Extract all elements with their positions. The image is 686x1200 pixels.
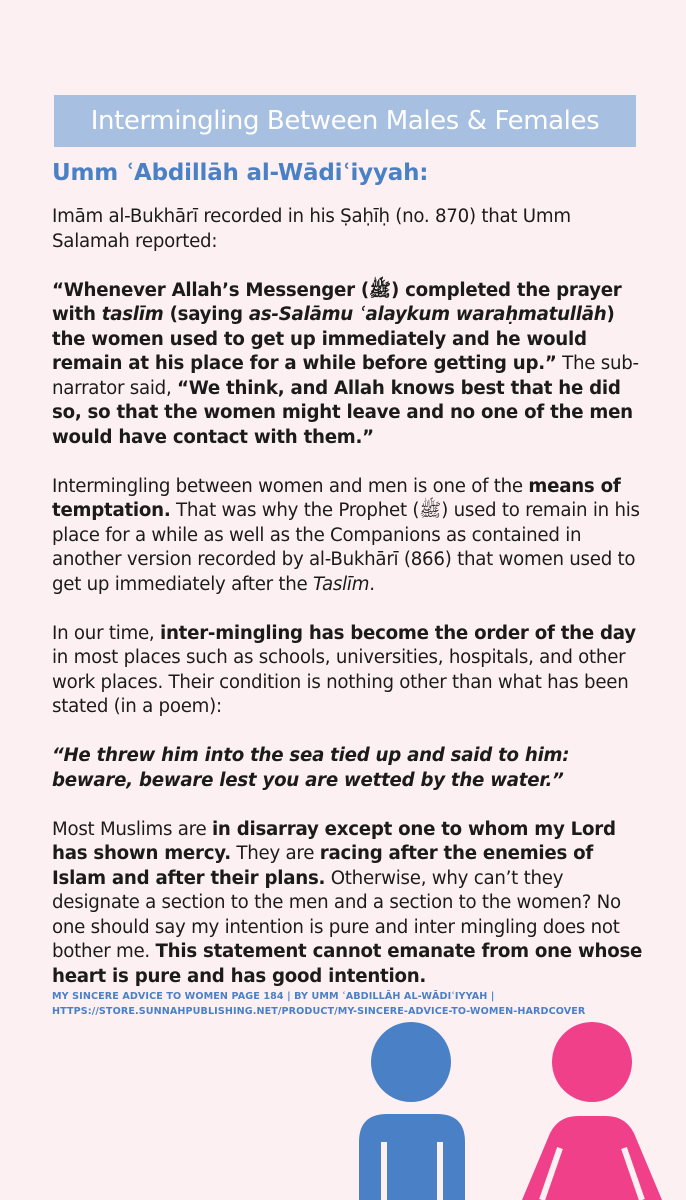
hadith-quote-3: ) the women used to get up immediately and he would remain at his place for a while before getting up.” [52,304,615,374]
temptation-text-a: Intermingling between women and men is one of the [52,475,529,497]
disarray-text-e: Otherwise, why can’t they designate a section to the men and a section to the women? No one should say my intention is pure and inter mingling does not bother me. [52,867,621,962]
disarray-text-a: Most Muslims are [52,818,212,840]
page-title: Intermingling Between Males & Females [90,106,600,136]
hadith-salam: as-Salāmu ʿalaykum waraḥmatullāh [248,304,607,325]
hadith-quote-2: (saying [163,304,249,325]
hadith-quote-5: “We think, and Allah knows best that he did so, so that the women might leave and no one of the men would have contact with them.” [52,377,633,448]
our-time-text-c: in most places such as schools, universities, hospitals, and other work places. Their condition is nothing other than what has been stated (in a poem): [52,647,629,717]
disarray-text-d: racing after the enemies of Islam and after their plans. [52,843,594,889]
citation-line-2: HTTPS://STORE.SUNNAHPUBLISHING.NET/PRODUCT/MY-SINCERE-ADVICE-TO-WOMEN-HARDCOVER [52,1006,586,1017]
sub-narrator-text: The sub-narrator said, [52,353,639,399]
intro-paragraph: Imām al-Bukhārī recorded in his Ṣaḥīḥ (no. 870) that Umm Salamah reported: [52,206,571,252]
male-arm-gap-left [381,1142,387,1200]
temptation-text-c: That was why the Prophet (ﷺ) used to remain in his place for a while as well as the Companions as contained in another version recorded by al-Bukhārī (866) that women used to get up immediately after the [52,500,640,595]
male-head [371,1022,451,1102]
hadith-taslim: taslīm [101,304,164,325]
temptation-text-d: Taslīm [313,573,370,595]
our-time-paragraph [52,622,648,720]
disarray-text-f: This statement cannot emanate from one whose heart is pure and has good intention. [52,941,643,987]
temptation-text-e: . [369,573,375,595]
temptation-text-b: means of temptation. [52,475,621,521]
poem-paragraph [52,744,648,793]
male-torso [359,1114,465,1200]
male-arm-gap-right [437,1142,443,1200]
temptation-paragraph [52,475,648,598]
hadith-quote-1: “Whenever Allah’s Messenger (ﷺ) completed the prayer with [52,279,622,325]
hadith-paragraph [52,279,648,451]
poem-text: “He threw him into the sea tied up and said to him: beware, beware lest you are wetted by the water.” [52,745,570,791]
female-head [552,1022,632,1102]
disarray-paragraph [52,818,648,990]
source-citation [52,989,652,1019]
male-figure-icon [355,1020,485,1200]
author-heading: Umm ʿAbdillāh al-Wādiʿiyyah: [52,160,429,186]
title-banner [54,95,636,147]
female-dress [522,1116,662,1200]
disarray-text-b: in disarray except one to whom my Lord has shown mercy. [52,818,616,864]
our-time-text-a: In our time, [52,622,160,644]
citation-line-1: MY SINCERE ADVICE TO WOMEN PAGE 184 | BY UMM ʿABDILLĀH AL-WĀDIʿIYYAH | [52,991,495,1002]
article-body [52,205,648,1014]
our-time-text-b: inter-mingling has become the order of the day [160,622,636,644]
disarray-text-c: They are [230,843,320,864]
female-figure-icon [512,1020,686,1200]
